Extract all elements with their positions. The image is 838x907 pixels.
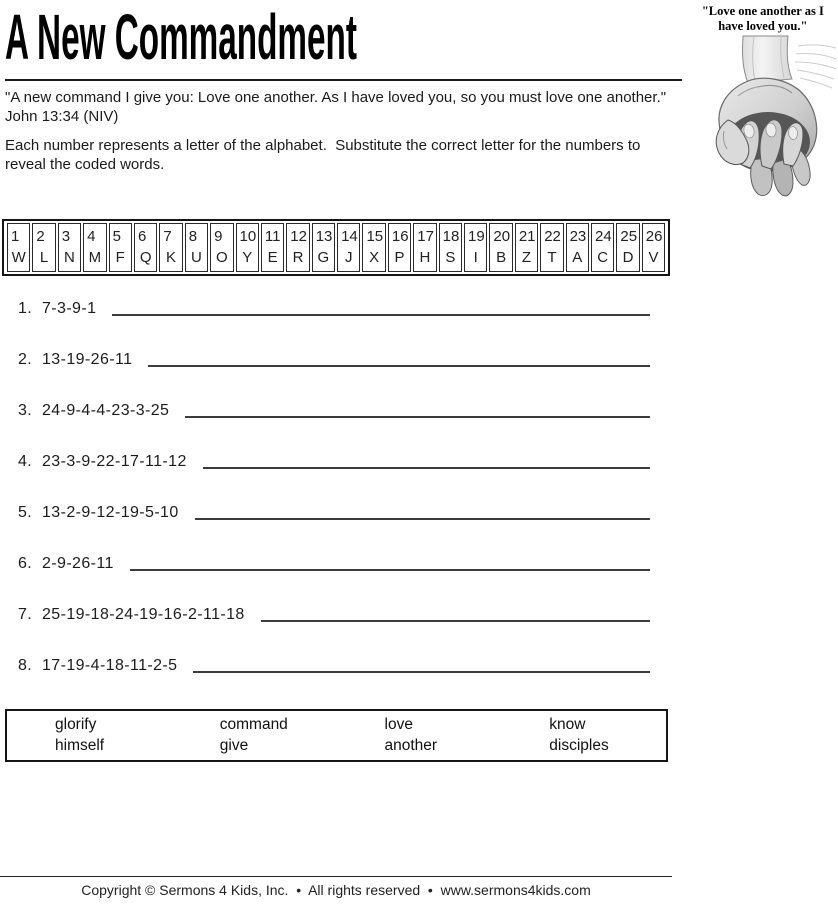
decoder-letter: B xyxy=(496,249,507,266)
page-title: A New Commandment xyxy=(5,1,357,73)
word-bank-item: know xyxy=(549,716,586,733)
decoder-number: 4 xyxy=(87,228,96,245)
answer-blank[interactable] xyxy=(195,518,650,520)
decoder-number: 9 xyxy=(214,228,223,245)
decoder-cell xyxy=(540,223,563,272)
decoder-letter: W xyxy=(11,249,26,266)
answer-blank[interactable] xyxy=(112,314,650,316)
decoder-number: 13 xyxy=(315,228,333,245)
scripture-quote: "A new command I give you: Love one another. As I have loved you, so you must love one another." John 13:34 (NIV) xyxy=(5,89,671,125)
decoder-number: 23 xyxy=(569,228,587,245)
decoder-letter: P xyxy=(394,249,405,266)
decoder-cell xyxy=(439,223,462,272)
decoder-cell xyxy=(515,223,538,272)
decoder-letter: N xyxy=(64,249,75,266)
decoder-letter: Q xyxy=(139,249,152,266)
decoder-letter: U xyxy=(191,249,202,266)
word-bank-item: love xyxy=(384,716,413,733)
decoder-letter: R xyxy=(292,249,304,266)
decoder-letter: D xyxy=(622,249,634,266)
decoder-cell xyxy=(312,223,335,272)
decoder-letter: Y xyxy=(242,249,253,266)
puzzle-code: 7-3-9-1 xyxy=(42,300,97,317)
puzzle-number: 6. xyxy=(18,555,33,572)
decoder-number: 16 xyxy=(391,228,409,245)
title-divider xyxy=(5,79,682,81)
decoder-number: 24 xyxy=(594,228,612,245)
decoder-cell xyxy=(616,223,639,272)
puzzle-code: 13-19-26-11 xyxy=(42,351,133,368)
decoder-letter: L xyxy=(39,249,49,266)
puzzle-code: 13-2-9-12-19-5-10 xyxy=(42,504,179,521)
decoder-cell xyxy=(489,223,512,272)
decoder-number: 15 xyxy=(366,228,384,245)
decoder-cell xyxy=(388,223,411,272)
decoder-cell xyxy=(413,223,436,272)
decoder-number: 12 xyxy=(290,228,307,245)
instructions-text: Each number represents a letter of the alphabet. Substitute the correct letter for the numbers to reveal the coded words. xyxy=(5,137,645,173)
word-bank-item: command xyxy=(219,716,288,733)
word-bank-item: glorify xyxy=(55,716,97,733)
decoder-cell xyxy=(7,223,30,272)
puzzle-code: 23-3-9-22-17-11-12 xyxy=(42,453,187,470)
decoder-cell xyxy=(83,223,106,272)
illustration-caption-line2: have loved you." xyxy=(718,19,808,33)
decoder-number: 3 xyxy=(61,228,71,245)
puzzle-number: 8. xyxy=(18,657,33,674)
decoder-letter: E xyxy=(267,249,278,266)
answer-blank[interactable] xyxy=(193,671,650,673)
decoder-number: 17 xyxy=(417,228,434,245)
decoder-letter: I xyxy=(473,249,478,266)
decoder-letter: F xyxy=(115,249,125,266)
word-bank xyxy=(5,709,668,762)
puzzle-number: 2. xyxy=(18,351,33,368)
decoder-letter: S xyxy=(445,249,456,266)
decoder-letter: C xyxy=(597,249,609,266)
decoder-cell xyxy=(210,223,233,272)
copyright-text: Copyright © Sermons 4 Kids, Inc. • All rights reserved • www.sermons4kids.com xyxy=(81,882,591,898)
decoder-letter: M xyxy=(88,249,102,266)
decoder-cell xyxy=(286,223,309,272)
decoder-letter: J xyxy=(345,249,353,266)
clasped-hands-image xyxy=(688,36,838,204)
decoder-number: 21 xyxy=(518,228,536,245)
decoder-cell xyxy=(261,223,284,272)
decoder-number: 26 xyxy=(645,228,663,245)
decoder-number: 1 xyxy=(11,228,20,245)
decoder-cell xyxy=(185,223,208,272)
puzzle-code: 24-9-4-4-23-3-25 xyxy=(42,402,170,419)
decoder-number: 25 xyxy=(620,228,638,245)
decoder-number: 5 xyxy=(112,228,121,245)
decoder-number: 22 xyxy=(544,228,561,245)
word-bank-item: disciples xyxy=(549,737,609,754)
answer-blank[interactable] xyxy=(203,467,650,469)
puzzle-row xyxy=(18,346,672,369)
decoder-cell xyxy=(362,223,385,272)
decoder-number: 8 xyxy=(188,228,198,245)
puzzle-row xyxy=(18,448,672,471)
decoder-letter: H xyxy=(419,249,431,266)
decoder-key-table xyxy=(2,219,670,276)
decoder-number: 11 xyxy=(264,228,281,245)
decoder-cell xyxy=(464,223,487,272)
puzzle-row xyxy=(18,499,672,522)
decoder-cell xyxy=(58,223,81,272)
decoder-number: 20 xyxy=(493,228,511,245)
decoder-cell xyxy=(109,223,132,272)
puzzle-number: 4. xyxy=(18,453,33,470)
decoder-number: 6 xyxy=(137,228,147,245)
answer-blank[interactable] xyxy=(130,569,650,571)
word-bank-item: give xyxy=(219,737,249,754)
sleeve-sketch-lines xyxy=(795,45,836,88)
decoder-letter: G xyxy=(317,249,330,266)
answer-blank[interactable] xyxy=(148,365,650,367)
illustration-caption-line1: "Love one another as I xyxy=(701,4,824,18)
puzzle-number: 7. xyxy=(18,606,33,623)
decoder-cell xyxy=(32,223,55,272)
decoder-letter: A xyxy=(572,249,583,266)
puzzle-number: 3. xyxy=(18,402,33,419)
decoder-letter: X xyxy=(369,249,380,266)
puzzle-code: 25-19-18-24-19-16-2-11-18 xyxy=(42,606,245,623)
decoder-letter: T xyxy=(547,249,557,266)
decoder-number: 14 xyxy=(341,228,358,245)
answer-blank[interactable] xyxy=(261,620,650,622)
puzzle-code: 17-19-4-18-11-2-5 xyxy=(42,657,178,674)
decoder-cell xyxy=(566,223,589,272)
illustration-caption xyxy=(688,4,838,34)
puzzle-number: 5. xyxy=(18,504,33,521)
decoder-letter: V xyxy=(648,249,659,266)
answer-blank[interactable] xyxy=(185,416,650,418)
puzzle-row xyxy=(18,295,672,318)
decoder-number: 19 xyxy=(468,228,485,245)
header xyxy=(0,0,824,209)
decoder-cell xyxy=(642,223,665,272)
decoder-cell xyxy=(134,223,157,272)
puzzle-row xyxy=(18,397,672,420)
decoder-number: 18 xyxy=(442,228,460,245)
illustration-block xyxy=(688,0,838,209)
decoder-cell xyxy=(159,223,182,272)
header-text-column xyxy=(0,0,688,209)
word-bank-item: himself xyxy=(55,737,105,754)
puzzle-row xyxy=(18,652,672,675)
decoder-number: 2 xyxy=(36,228,45,245)
puzzle-code: 2-9-26-11 xyxy=(42,555,114,572)
word-bank-item: another xyxy=(384,737,438,754)
puzzle-list xyxy=(18,295,672,675)
decoder-letter: O xyxy=(215,249,228,266)
decoder-number: 10 xyxy=(239,228,257,245)
puzzle-row xyxy=(18,550,672,573)
decoder-letter: K xyxy=(166,249,177,266)
decoder-cell xyxy=(337,223,360,272)
decoder-letter: Z xyxy=(521,249,532,266)
puzzle-number: 1. xyxy=(18,300,33,317)
decoder-cell xyxy=(236,223,259,272)
footer-divider xyxy=(0,876,672,877)
decoder-cell xyxy=(591,223,614,272)
puzzle-row xyxy=(18,601,672,624)
decoder-number: 7 xyxy=(163,228,172,245)
